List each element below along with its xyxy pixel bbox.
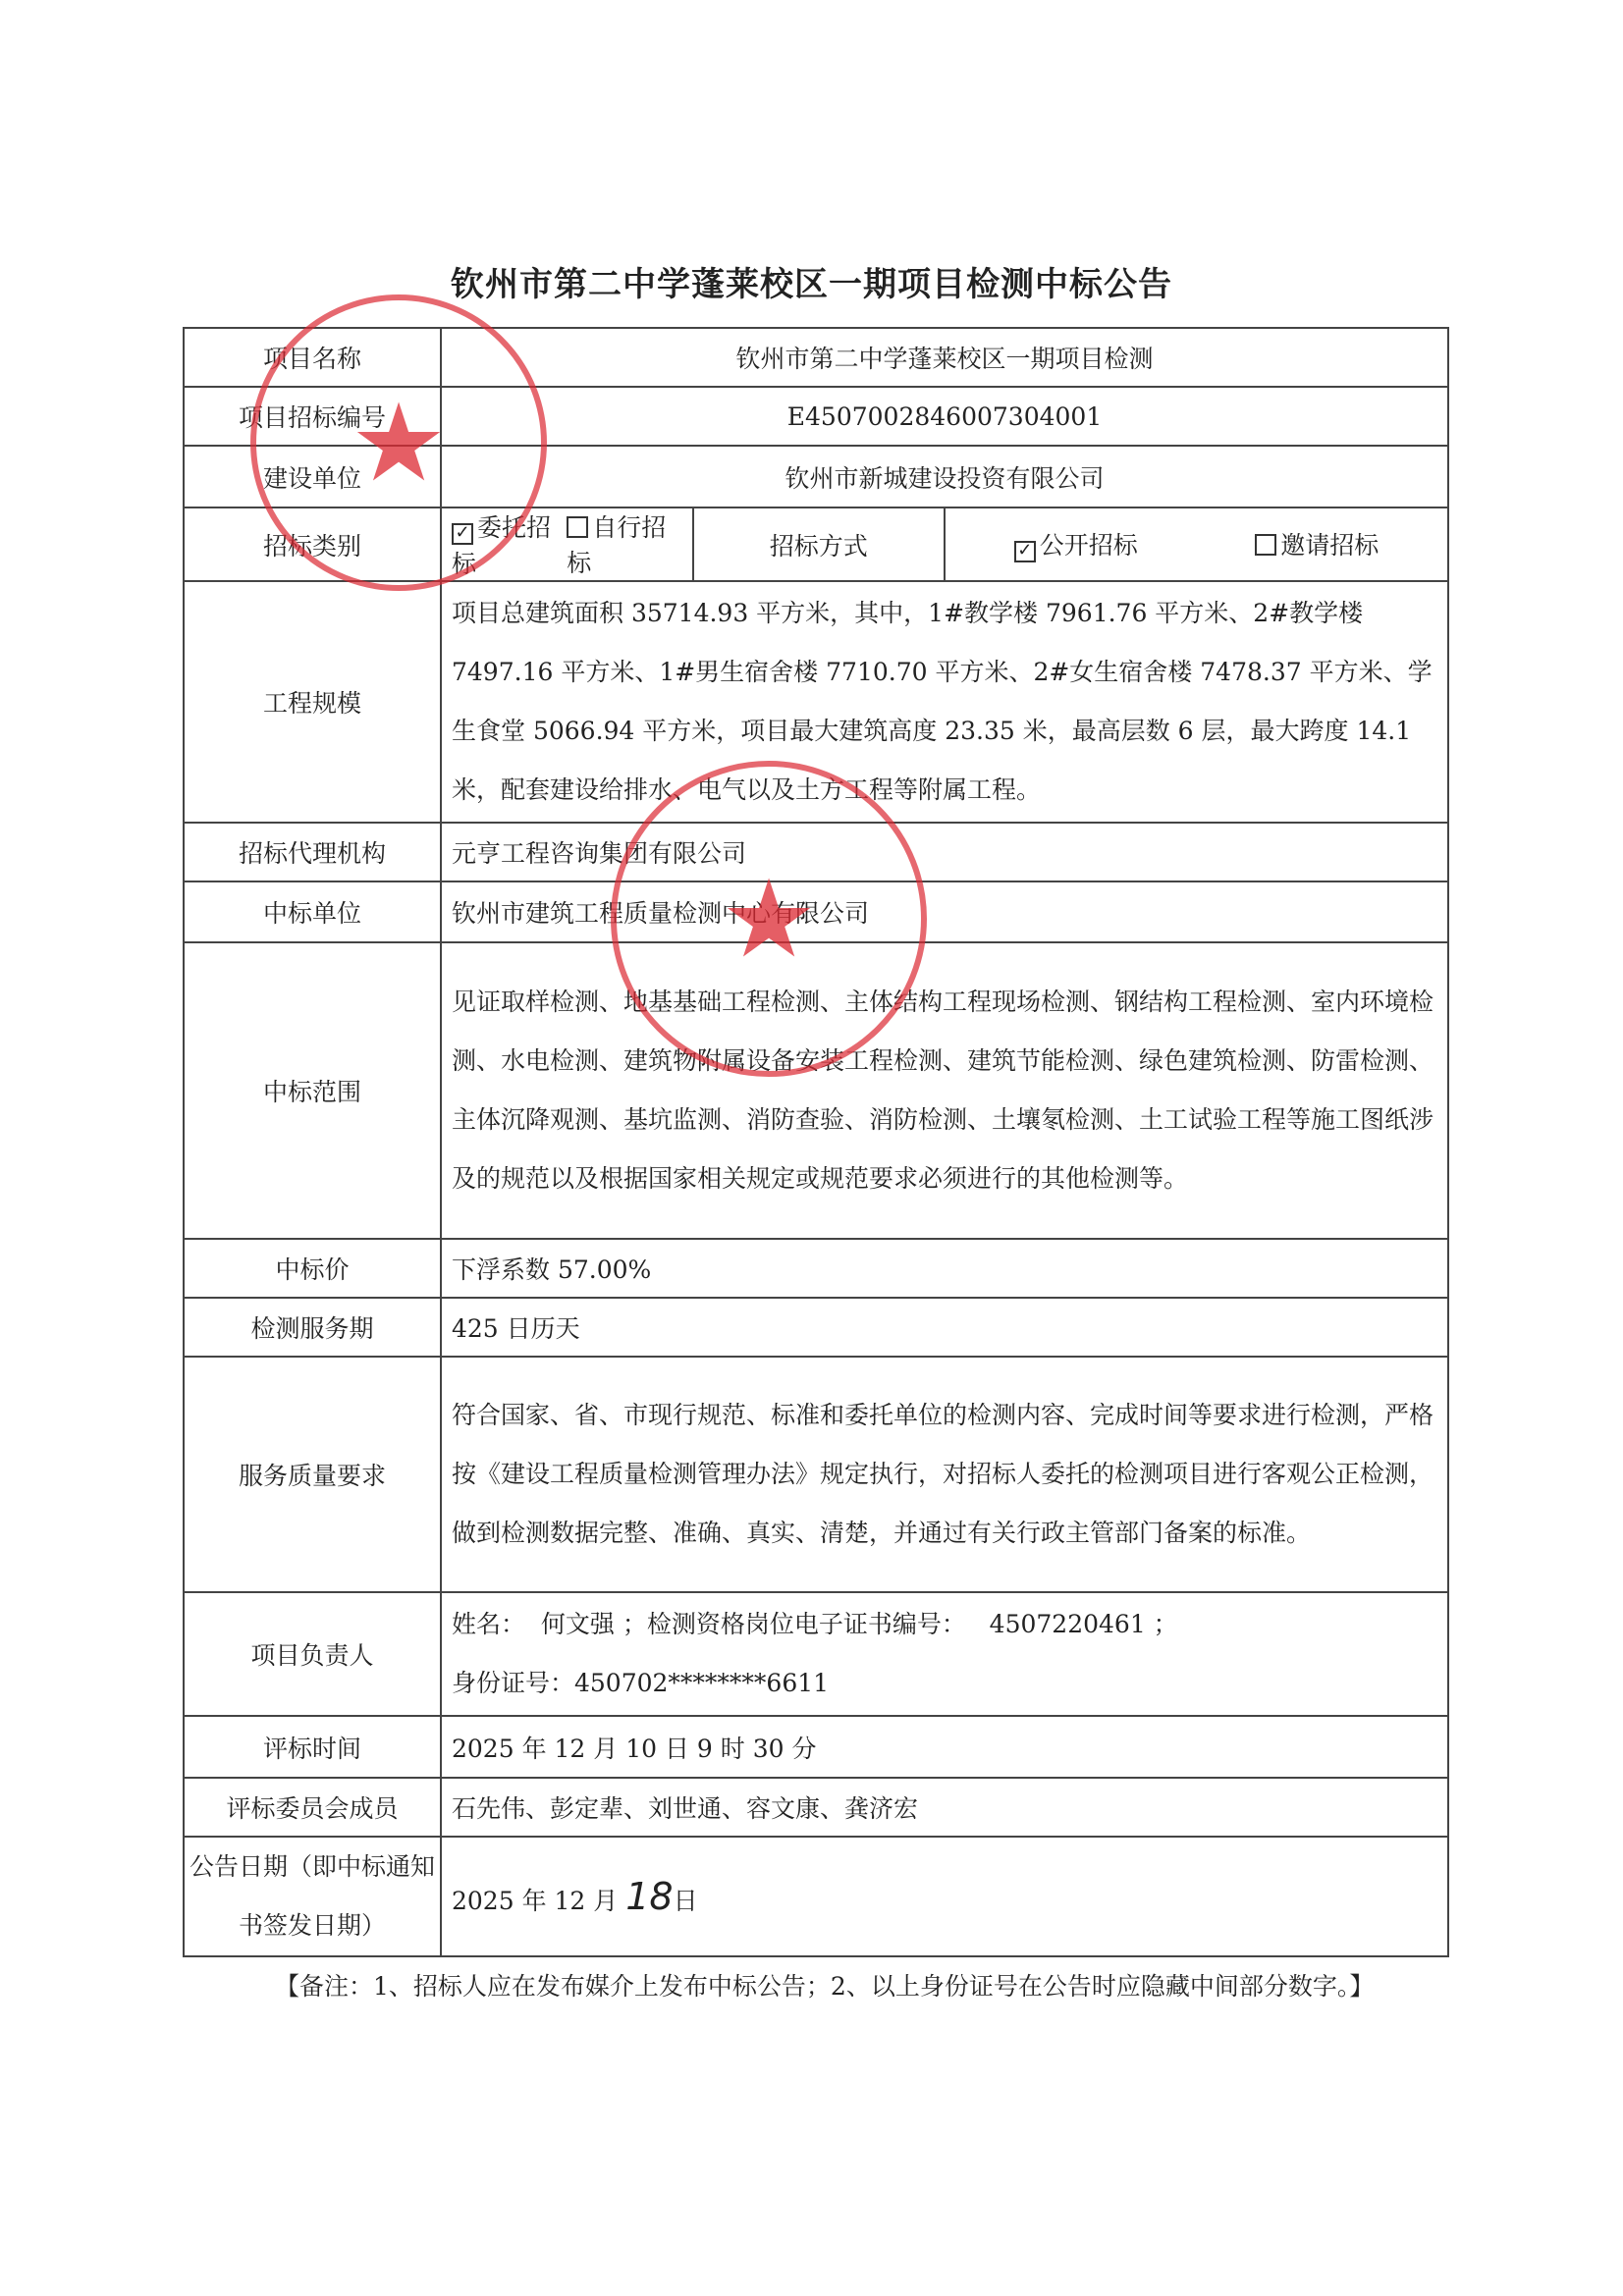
value: 下浮系数 57.00%	[441, 1239, 1448, 1298]
row-winner	[184, 881, 1448, 942]
row-scope	[184, 942, 1448, 1239]
value: 见证取样检测、地基基础工程检测、主体结构工程现场检测、钢结构工程检测、室内环境检测、水电检测、建筑物附属设备安装工程检测、建筑节能检测、绿色建筑检测、防雷检测、主体沉降观测、基坑监测、消防查验、消防检测、土壤氡检测、土工试验工程等施工图纸涉及的规范以及根据国家相关规定或规范要求必须进行的其他检测等。	[441, 942, 1448, 1239]
label: 服务质量要求	[184, 1357, 441, 1592]
label: 项目负责人	[184, 1592, 441, 1716]
checkbox-empty-icon	[1255, 534, 1276, 556]
row-owner	[184, 446, 1448, 507]
method-label: 招标方式	[693, 507, 946, 581]
manager-line2: 身份证号：450702********6611	[452, 1669, 830, 1697]
value: 钦州市建筑工程质量检测中心有限公司	[441, 881, 1448, 942]
option-self: 自行招标	[567, 513, 667, 577]
option-entrusted: ✓ 委托招标	[452, 513, 552, 578]
row-agency	[184, 823, 1448, 881]
row-price	[184, 1239, 1448, 1298]
manager-line1: 姓名： 何文强 ；检测资格岗位电子证书编号： 4507220461 ；	[452, 1610, 1178, 1638]
star-icon: ★	[720, 856, 818, 982]
page-title: 钦州市第二中学蓬莱校区一期项目检测中标公告	[451, 265, 1172, 304]
label: 工程规模	[184, 581, 441, 823]
label: 评标时间	[184, 1716, 441, 1778]
label: 中标范围	[184, 942, 441, 1239]
label: 招标代理机构	[184, 823, 441, 881]
announcement-table	[183, 327, 1449, 1957]
value: 元亨工程咨询集团有限公司	[441, 823, 1448, 881]
value: 2025 年 12 月 18日	[441, 1837, 1448, 1956]
footnote: 【备注：1、招标人应在发布媒介上发布中标公告；2、以上身份证号在公告时应隐藏中间部分数字。】	[275, 1972, 1375, 2001]
label: 中标单位	[184, 881, 441, 942]
label: 项目招标编号	[184, 387, 441, 446]
value: 项目总建筑面积 35714.93 平方米，其中，1#教学楼 7961.76 平方米、2#教学楼 7497.16 平方米、1#男生宿舍楼 7710.70 平方米、2#女生宿舍楼 7478.37 平方米、学生食堂 5066.94 平方米，项目最大建筑高度 23.35 米，最高层数 6 层，最大跨度 14.1 米，配套建设给排水、电气以及土方工程等附属工程。	[441, 581, 1448, 823]
label: 中标价	[184, 1239, 441, 1298]
value: 符合国家、省、市现行规范、标准和委托单位的检测内容、完成时间等要求进行检测，严格按《建设工程质量检测管理办法》规定执行，对招标人委托的检测项目进行客观公正检测，做到检测数据完整、准确、真实、清楚，并通过有关行政主管部门备案的标准。	[441, 1357, 1448, 1592]
value: E4507002846007304001	[441, 387, 1448, 446]
tender-type-options	[441, 507, 693, 581]
row-scale	[184, 581, 1448, 823]
checkbox-empty-icon	[567, 516, 588, 538]
label: 招标类别	[184, 507, 441, 581]
value: 钦州市新城建设投资有限公司	[441, 446, 1448, 507]
value: 2025 年 12 月 10 日 9 时 30 分	[441, 1716, 1448, 1778]
value: 石先伟、彭定辈、刘世通、容文康、龚济宏	[441, 1778, 1448, 1837]
label: 建设单位	[184, 446, 441, 507]
label: 公告日期（即中标通知书签发日期）	[184, 1837, 441, 1956]
row-committee	[184, 1778, 1448, 1837]
value: 425 日历天	[441, 1298, 1448, 1357]
checkbox-checked-icon: ✓	[452, 523, 473, 545]
row-notice-date	[184, 1837, 1448, 1956]
option-open: ✓ 公开招标	[1014, 526, 1138, 562]
label: 检测服务期	[184, 1298, 441, 1357]
checkbox-checked-icon: ✓	[1014, 541, 1036, 562]
row-quality	[184, 1357, 1448, 1592]
row-eval-time	[184, 1716, 1448, 1778]
star-icon: ★	[350, 380, 448, 506]
handwritten-day: 18	[625, 1875, 674, 1918]
row-project-name	[184, 328, 1448, 387]
method-options	[945, 507, 1448, 581]
label: 项目名称	[184, 328, 441, 387]
row-period	[184, 1298, 1448, 1357]
label: 评标委员会成员	[184, 1778, 441, 1837]
value: 钦州市第二中学蓬莱校区一期项目检测	[441, 328, 1448, 387]
value	[441, 1592, 1448, 1716]
option-invite: 邀请招标	[1255, 526, 1379, 562]
row-tender-no	[184, 387, 1448, 446]
row-manager	[184, 1592, 1448, 1716]
row-tender-type	[184, 507, 1448, 581]
